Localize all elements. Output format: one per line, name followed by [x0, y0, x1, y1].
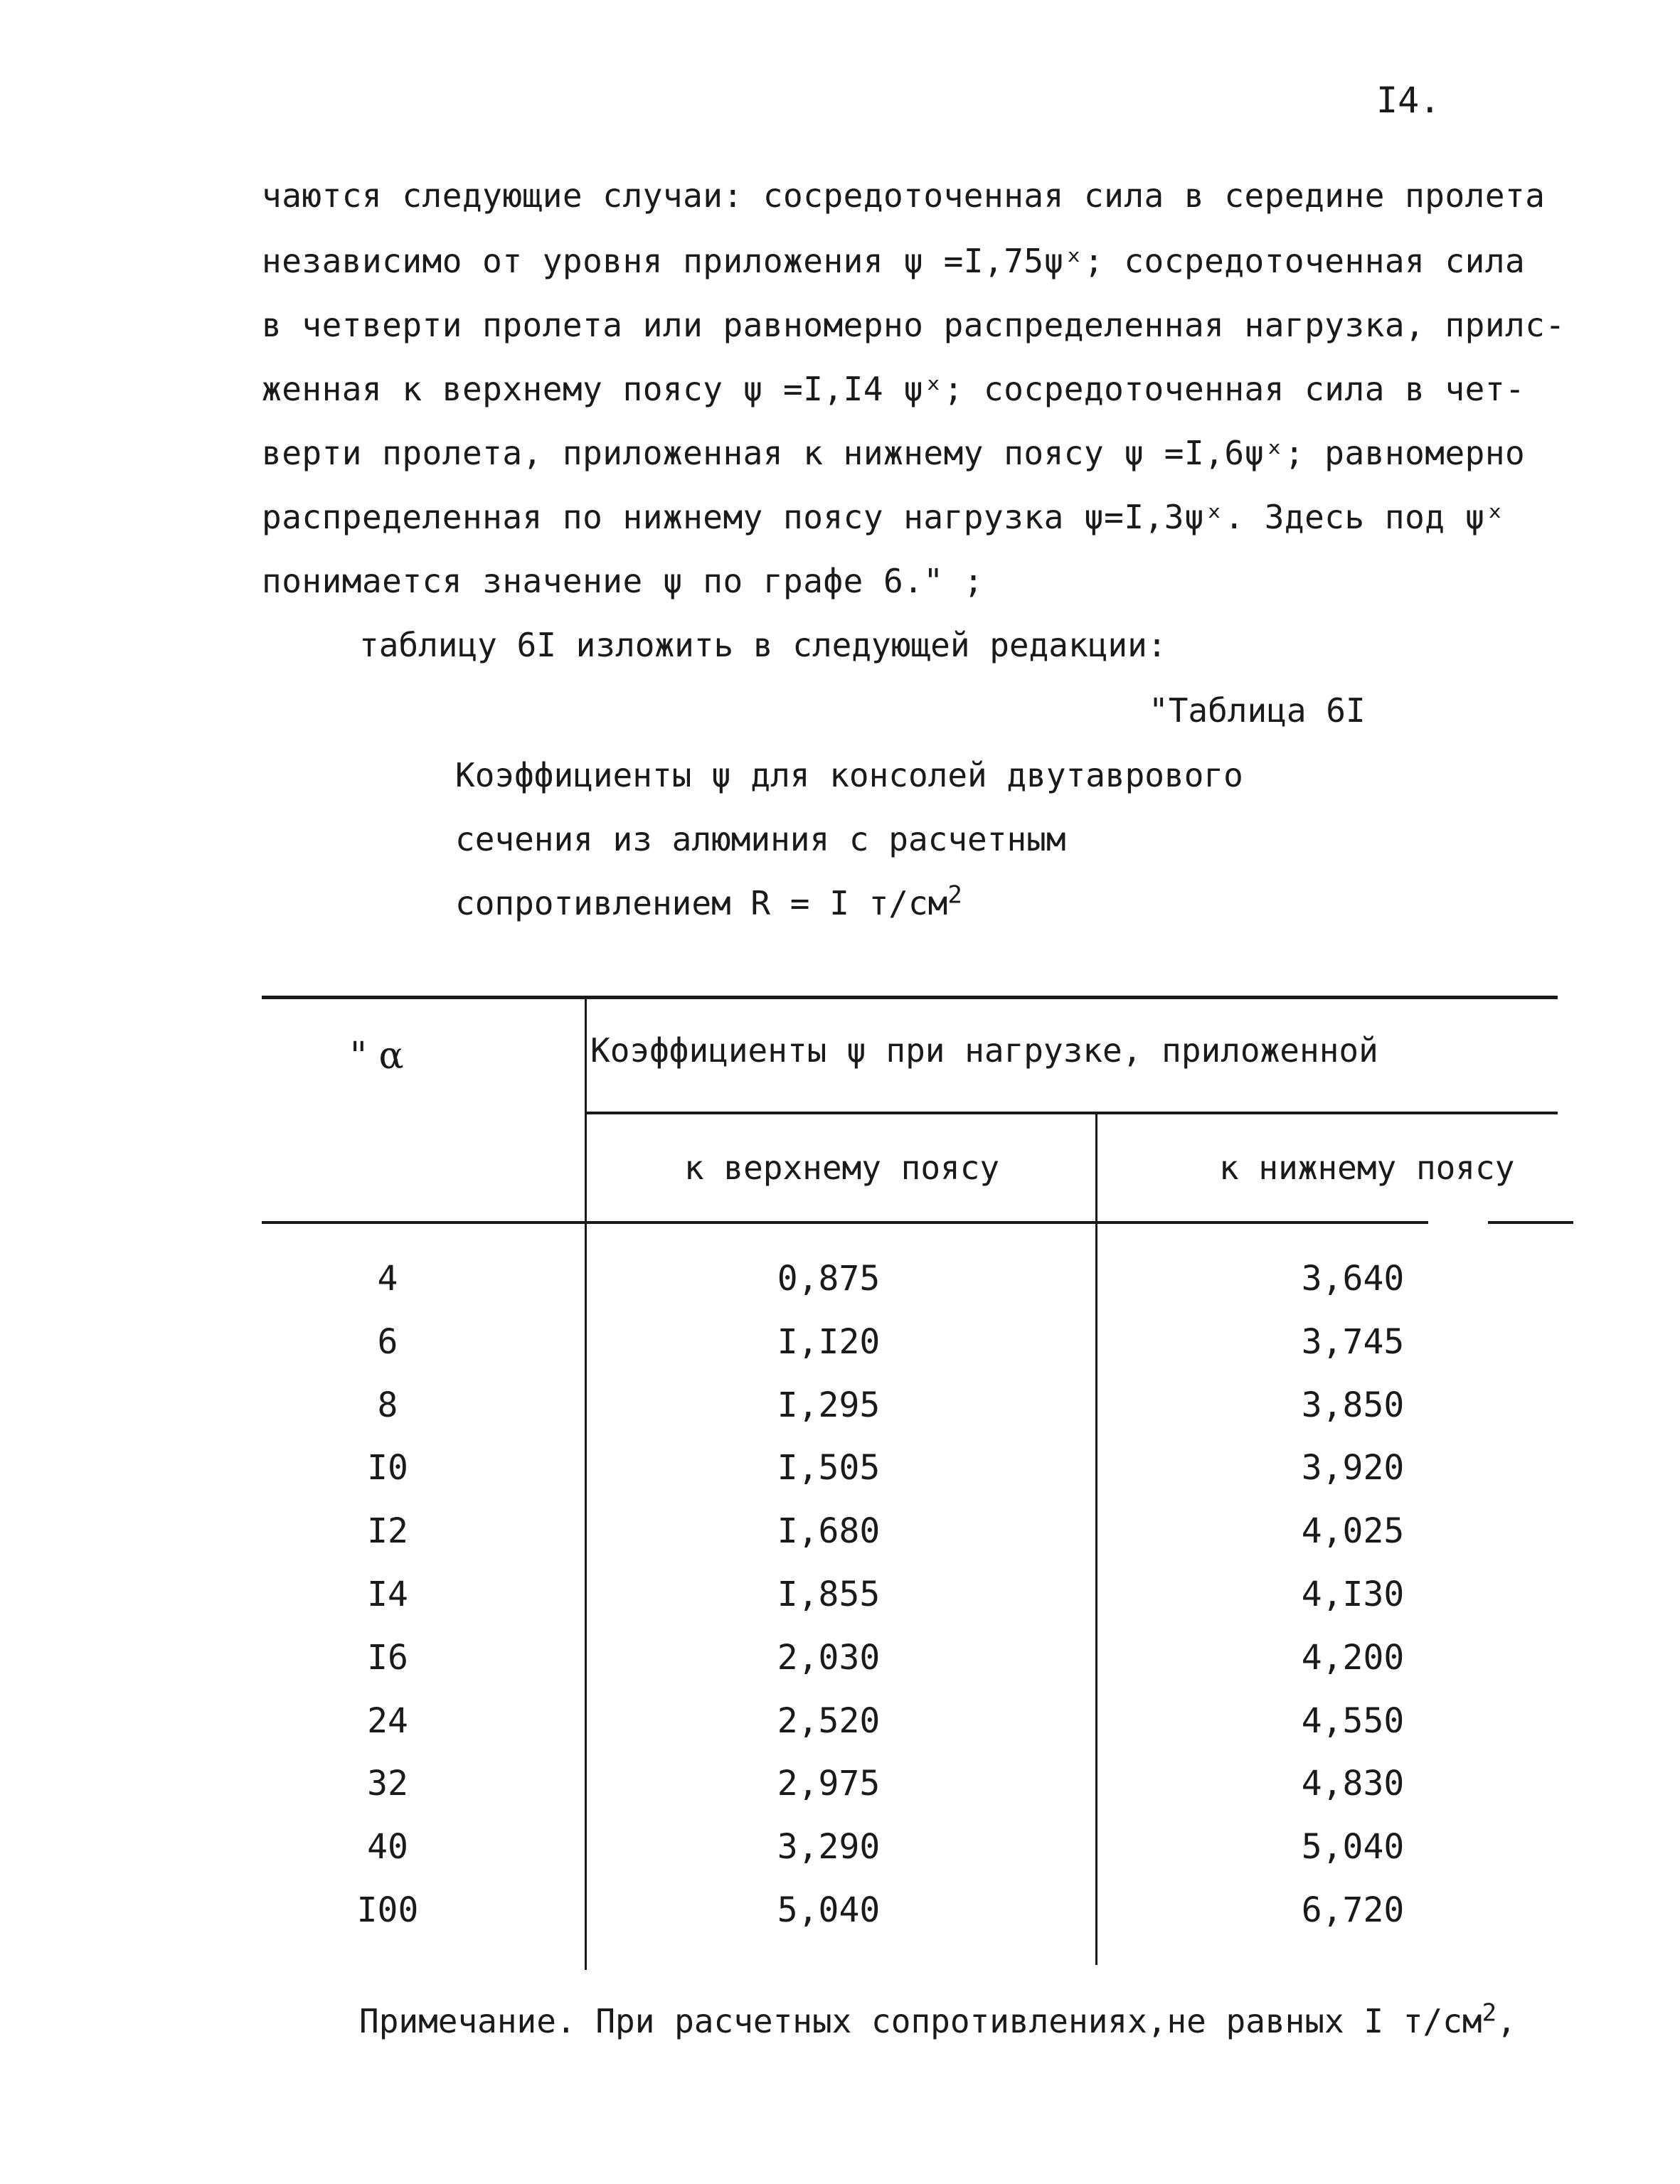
paragraph-line: распределенная по нижнему поясу нагрузка ψ=I,3ψˣ. Здесь под ψˣ — [262, 498, 1506, 536]
table-cell-bottom-belt: 6,720 — [1301, 1890, 1405, 1930]
paragraph-line: независимо от уровня приложения ψ =I,75ψˣ; сосредоточенная сила — [262, 242, 1526, 280]
caption-line: сечения из алюминия с расчетным — [455, 820, 1066, 858]
table-cell-alpha: I6 — [367, 1638, 408, 1678]
caption-line: Коэффициенты ψ для консолей двутаврового — [455, 756, 1243, 794]
table-cell-alpha: 32 — [367, 1764, 408, 1804]
table-cell-bottom-belt: 4,200 — [1301, 1638, 1405, 1678]
table-cell-top-belt: 2,975 — [777, 1764, 881, 1804]
table-cell-alpha: 6 — [377, 1322, 398, 1362]
table-cell-bottom-belt: 5,040 — [1301, 1827, 1405, 1867]
table-header-bottom-rule — [262, 1221, 1428, 1224]
table-cell-top-belt: 2,520 — [777, 1701, 881, 1741]
table-cell-alpha: I2 — [367, 1511, 408, 1551]
note-line: Примечание. При расчетных сопротивлениях,не равных I $т/см^2$, — [359, 1998, 1516, 2040]
table-cell-alpha: 24 — [367, 1701, 408, 1741]
table-group-rule — [585, 1112, 1558, 1114]
table-cell-bottom-belt: 4,550 — [1301, 1701, 1405, 1741]
paragraph-line: понимается значение ψ по графе 6." ; — [262, 562, 984, 600]
caption-line: сопротивлением R = I $т/см^2$ — [455, 880, 962, 922]
paragraph-line: верти пролета, приложенная к нижнему поясу ψ =I,6ψˣ; равномерно — [262, 434, 1526, 472]
table-cell-top-belt: 5,040 — [777, 1890, 881, 1930]
table-cell-top-belt: 3,290 — [777, 1827, 881, 1867]
table-cell-top-belt: I,295 — [777, 1385, 881, 1425]
table-cell-top-belt: I,505 — [777, 1448, 881, 1488]
table-cell-alpha: I00 — [356, 1890, 419, 1930]
page-number: I4. — [1376, 80, 1441, 121]
instruction-line: таблицу 6I изложить в следующей редакции: — [359, 626, 1167, 664]
table-top-rule — [262, 996, 1558, 999]
table-cell-bottom-belt: 3,850 — [1301, 1385, 1405, 1425]
table-header-bottom-rule-tail — [1488, 1221, 1573, 1224]
table-cell-top-belt: 2,030 — [777, 1638, 881, 1678]
table-cell-alpha: 40 — [367, 1827, 408, 1867]
table-group-header: Коэффициенты ψ при нагрузке, приложенной — [590, 1031, 1378, 1070]
table-cell-alpha: 4 — [377, 1259, 398, 1299]
table-col-divider-2 — [1095, 1112, 1097, 1965]
table-cell-alpha: 8 — [377, 1385, 398, 1425]
table-col1-header: " α — [350, 1035, 404, 1077]
table-label: "Таблица 6I — [1149, 691, 1366, 730]
table-subheader-bottom-belt: к нижнему поясу — [1219, 1149, 1515, 1187]
table-col-divider-1 — [585, 996, 587, 1970]
table-cell-bottom-belt: 3,745 — [1301, 1322, 1405, 1362]
table-cell-bottom-belt: 4,025 — [1301, 1511, 1405, 1551]
table-cell-top-belt: I,855 — [777, 1575, 881, 1614]
table-cell-top-belt: I,I20 — [777, 1322, 881, 1362]
table-cell-bottom-belt: 4,I30 — [1301, 1575, 1405, 1614]
table-cell-bottom-belt: 3,640 — [1301, 1259, 1405, 1299]
table-subheader-top-belt: к верхнему поясу — [684, 1149, 1000, 1187]
table-cell-bottom-belt: 3,920 — [1301, 1448, 1405, 1488]
table-cell-bottom-belt: 4,830 — [1301, 1764, 1405, 1804]
table-cell-top-belt: I,680 — [777, 1511, 881, 1551]
table-cell-top-belt: 0,875 — [777, 1259, 881, 1299]
paragraph-line: в четверти пролета или равномерно распределенная нагрузка, прилс- — [262, 306, 1565, 344]
paragraph-line: женная к верхнему поясу ψ =I,I4 ψˣ; сосредоточенная сила в чет- — [262, 370, 1526, 408]
table-cell-alpha: I4 — [367, 1575, 408, 1614]
table-cell-alpha: I0 — [367, 1448, 408, 1488]
paragraph-line: чаются следующие случаи: сосредоточенная сила в середине пролета — [262, 176, 1546, 215]
